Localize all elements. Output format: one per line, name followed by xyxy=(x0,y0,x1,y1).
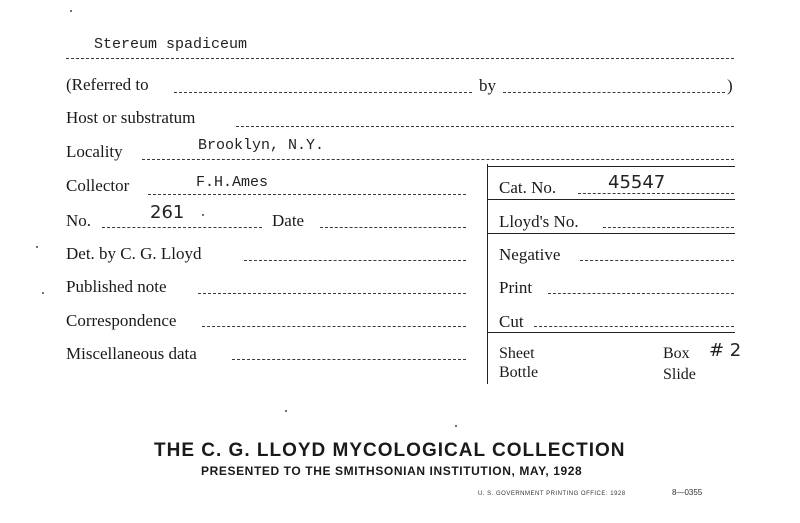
cat-no-label: Cat. No. xyxy=(499,178,557,197)
box-value: # 2 xyxy=(709,340,742,361)
no-label: No. xyxy=(66,211,92,230)
cat-no-value: 45547 xyxy=(608,172,666,193)
collector-value: F.H.Ames xyxy=(196,174,269,191)
published-note-label: Published note xyxy=(66,277,167,296)
correspondence-line xyxy=(202,326,466,327)
by-line xyxy=(503,92,725,93)
right-box-divider-1 xyxy=(487,199,735,200)
print-label: Print xyxy=(499,278,533,297)
no-value: 261 xyxy=(150,202,185,223)
scan-speck xyxy=(285,410,287,412)
locality-value: Brooklyn, N.Y. xyxy=(198,137,325,154)
box-label: Box xyxy=(663,345,690,362)
species-line xyxy=(66,58,734,59)
referred-line xyxy=(174,92,472,93)
collection-subtitle: PRESENTED TO THE SMITHSONIAN INSTITUTION, MAY, 1928 xyxy=(201,464,583,478)
cut-line xyxy=(534,326,734,327)
printing-office-note: U. S. GOVERNMENT PRINTING OFFICE: 1928 xyxy=(478,491,626,497)
locality-label: Locality xyxy=(66,142,123,161)
misc-data-label: Miscellaneous data xyxy=(66,344,197,363)
no-line xyxy=(102,227,262,228)
sheet-label: Sheet xyxy=(499,345,535,362)
date-label: Date xyxy=(272,211,305,230)
lloyds-no-line xyxy=(603,227,734,228)
right-box-divider-2 xyxy=(487,233,735,234)
det-by-label: Det. by C. G. Lloyd xyxy=(66,244,202,263)
collector-line xyxy=(148,194,466,195)
published-note-line xyxy=(198,293,466,294)
host-line xyxy=(236,126,734,127)
misc-data-line xyxy=(232,359,466,360)
date-line xyxy=(320,227,466,228)
collection-title: THE C. G. LLOYD MYCOLOGICAL COLLECTION xyxy=(154,440,626,461)
negative-line xyxy=(580,260,734,261)
lloyds-no-label: Lloyd's No. xyxy=(499,212,579,231)
slide-label: Slide xyxy=(663,366,696,383)
by-label: by xyxy=(479,76,496,95)
referred-label: (Referred to xyxy=(66,75,149,94)
collector-label: Collector xyxy=(66,176,130,195)
close-paren: ) xyxy=(727,76,733,95)
host-label: Host or substratum xyxy=(66,108,196,127)
scan-speck xyxy=(42,292,44,294)
negative-label: Negative xyxy=(499,245,561,264)
cat-no-line xyxy=(578,193,734,194)
right-box-divider-3 xyxy=(487,332,735,333)
det-by-line xyxy=(244,260,466,261)
correspondence-label: Correspondence xyxy=(66,311,177,330)
right-box-left-border xyxy=(487,164,488,384)
species-name: Stereum spadiceum xyxy=(94,36,248,53)
scan-speck xyxy=(36,246,38,248)
bottle-label: Bottle xyxy=(499,364,539,381)
scan-speck xyxy=(202,214,204,216)
scan-speck xyxy=(455,425,457,427)
form-number: 8—0355 xyxy=(672,488,703,497)
cut-label: Cut xyxy=(499,312,524,331)
print-line xyxy=(548,293,734,294)
scan-speck xyxy=(70,10,72,12)
locality-line xyxy=(142,159,734,160)
right-box-top-border xyxy=(487,166,735,167)
